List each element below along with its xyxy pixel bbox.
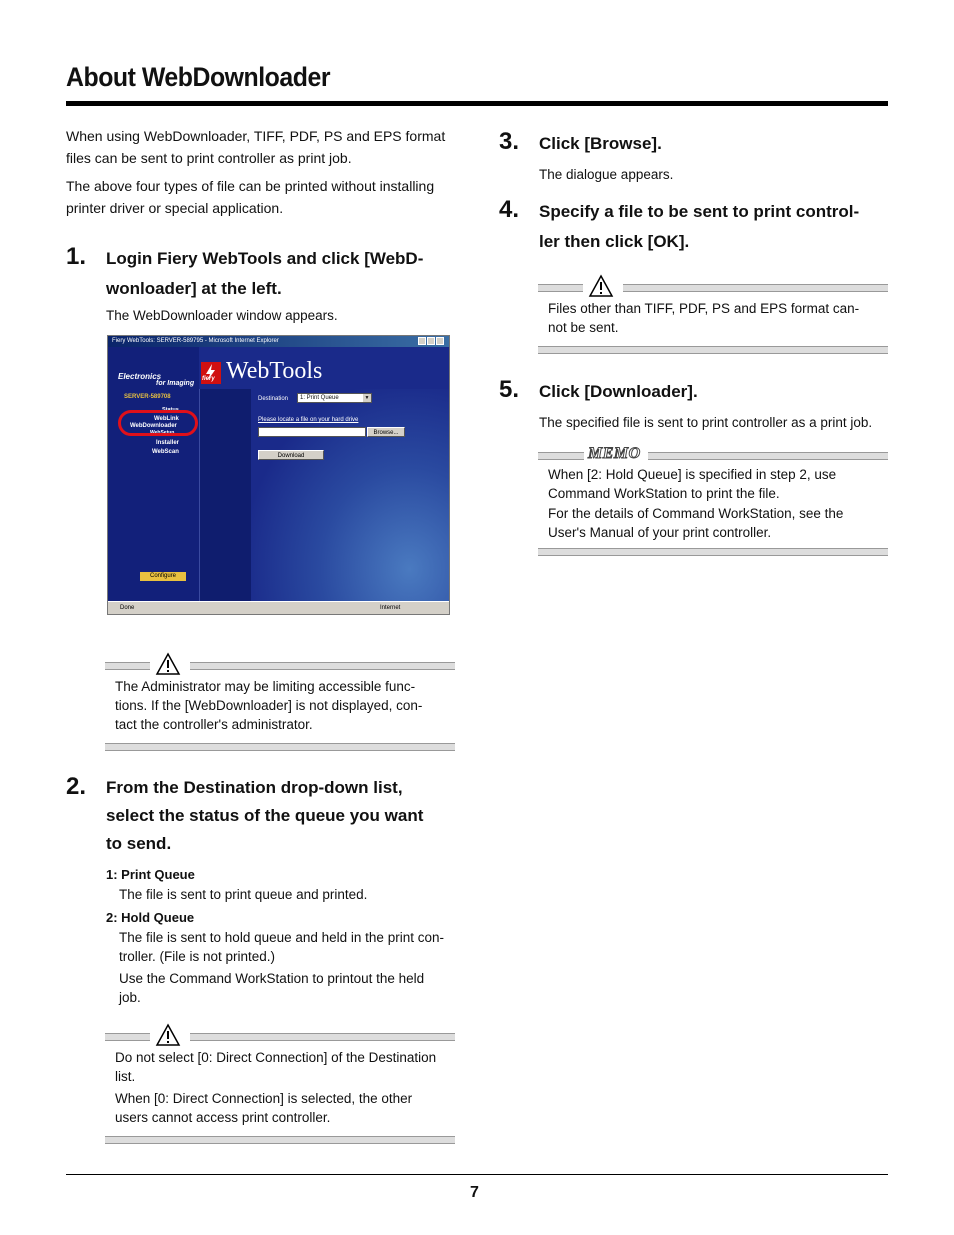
page-number: 7 [470,1184,479,1201]
step-4-heading: Specify a file to be sent to print control- ler then click [OK]. [539,202,860,251]
sidebar-item-webscan[interactable]: WebScan [152,449,179,455]
webtools-screenshot [107,335,450,615]
sidebar-item-status[interactable]: Status [162,407,179,413]
note-2-header [105,1031,455,1043]
efi-logo: Electronics [118,372,162,381]
destination-label: Destination [258,396,289,402]
step-1-number: 1. [66,243,87,270]
memo-footer-rule [538,548,888,556]
server-name: SERVER-589708 [124,394,171,400]
note-2-text: Do not select [0: Direct Connection] of the Destination list. When [0: Direct Connection] is selected, the other users cannot access print controller. [115,1050,437,1125]
sidebar-item-websetup[interactable]: WebSetup [150,430,175,436]
note-1-header [105,660,455,672]
sidebar-item-weblink[interactable]: WebLink [154,416,179,422]
minimize-icon[interactable] [418,337,426,345]
webtools-middle-pane [199,389,253,601]
option-1-heading: 1: Print Queue [106,867,195,882]
warning-icon [155,1023,181,1047]
footer-rule [66,1174,888,1175]
option-2-description: The file is sent to hold queue and held in the print con- troller. (File is not printed.) Use the Command WorkStation to printout the held job. [119,930,444,1005]
step-4-number: 4. [499,196,520,223]
note-3-text: Files other than TIFF, PDF, PS and EPS format can- not be sent. [548,301,860,335]
option-2-heading: 2: Hold Queue [106,910,195,925]
efi-logo-sub: for Imaging [156,380,195,387]
intro-paragraph-1: When using WebDownloader, TIFF, PDF, PS and EPS format files can be sent to print controller as print job. [66,128,446,166]
note-1-footer-rule [105,743,455,751]
step-3-heading: Click [Browse]. [539,134,662,153]
step-5-heading: Click [Downloader]. [539,382,698,401]
note-3-footer-rule [538,346,888,354]
maximize-icon[interactable] [427,337,435,345]
option-1-description: The file is sent to print queue and printed. [119,887,368,902]
step-3-description: The dialogue appears. [539,167,674,182]
memo-label: MEMO [588,445,641,462]
step-5-number: 5. [499,376,520,403]
highlight-circle [118,410,198,436]
step-1-heading: Login Fiery WebTools and click [WebD- wonloader] at the left. [106,249,424,298]
step-2-heading: From the Destination drop-down list, select the status of the queue you want to send. [106,778,424,853]
status-bar: Done Internet [108,601,449,615]
step-3-number: 3. [499,128,520,155]
title-rule [66,101,888,106]
memo-header [538,445,888,462]
download-button[interactable]: Download [258,450,324,460]
close-icon[interactable] [436,337,444,345]
configure-button[interactable]: Configure [140,572,186,581]
warning-icon [155,652,181,676]
step-1-description: The WebDownloader window appears. [106,308,338,323]
intro-paragraph-2: The above four types of file can be printed without installing printer driver or special application. [66,178,435,216]
window-titlebar: Fiery WebTools: SERVER-589795 - Microsoft Internet Explorer [108,336,449,347]
memo-text: When [2: Hold Queue] is specified in step 2, use Command WorkStation to print the file. For the details of Command WorkStation, see the User's Manual of your print controller. [548,467,844,540]
note-3-header [538,282,888,294]
step-5-description: The specified file is sent to print controller as a print job. [539,415,873,430]
sidebar-item-installer[interactable]: Installer [156,440,180,446]
note-2-footer-rule [105,1136,455,1144]
webtools-app-name: WebTools [226,358,323,384]
warning-icon [588,274,614,298]
browse-button[interactable]: Browse... [367,427,405,437]
sidebar-item-webdownloader[interactable]: WebDownloader [130,423,177,429]
step-2-number: 2. [66,773,87,800]
locate-file-label: Please locate a file on your hard drive [258,417,359,423]
chevron-down-icon[interactable]: ▼ [364,395,370,401]
file-path-input[interactable] [258,427,366,437]
page-title: About WebDownloader [66,62,331,92]
fiery-logo: fiery [201,362,221,384]
note-1-text: The Administrator may be limiting accessible func- tions. If the [WebDownloader] is not displayed, con- tact the controller's administrator. [115,679,423,732]
destination-select[interactable]: 1: Print Queue ▼ [297,393,372,403]
